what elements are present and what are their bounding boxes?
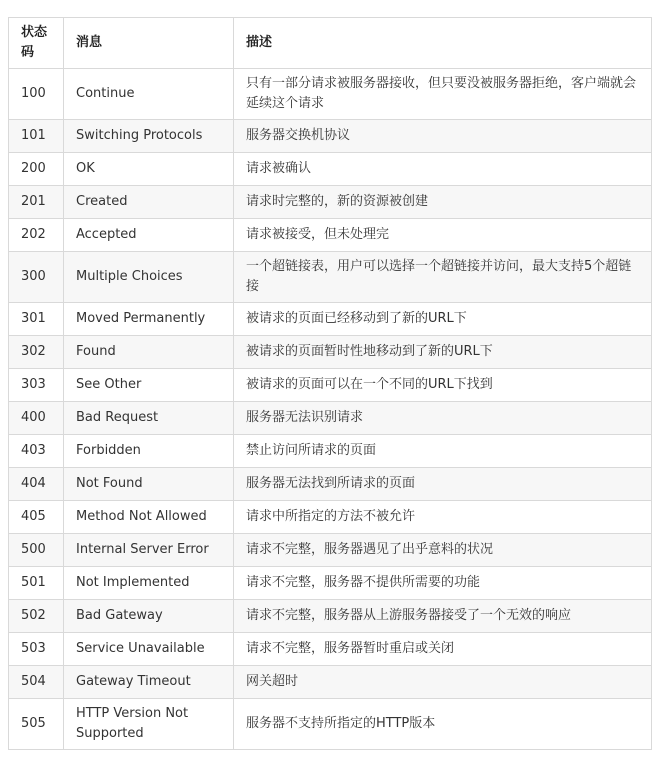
cell-description: 一个超链接表，用户可以选择一个超链接并访问，最大支持5个超链接 bbox=[234, 252, 652, 303]
table-row bbox=[9, 69, 652, 120]
cell-code: 404 bbox=[9, 468, 64, 501]
cell-message: See Other bbox=[64, 369, 234, 402]
table-row bbox=[9, 699, 652, 750]
header-status-code: 状态码 bbox=[9, 18, 64, 69]
table-row bbox=[9, 219, 652, 252]
cell-description: 服务器无法找到所请求的页面 bbox=[234, 468, 652, 501]
table-header-row bbox=[9, 18, 652, 69]
table-row bbox=[9, 666, 652, 699]
cell-message: Multiple Choices bbox=[64, 252, 234, 303]
cell-message: Bad Request bbox=[64, 402, 234, 435]
cell-code: 504 bbox=[9, 666, 64, 699]
cell-description: 请求时完整的，新的资源被创建 bbox=[234, 186, 652, 219]
cell-description: 服务器不支持所指定的HTTP版本 bbox=[234, 699, 652, 750]
cell-description: 服务器交换机协议 bbox=[234, 120, 652, 153]
table-row bbox=[9, 120, 652, 153]
cell-description: 网关超时 bbox=[234, 666, 652, 699]
cell-description: 被请求的页面暂时性地移动到了新的URL下 bbox=[234, 336, 652, 369]
cell-code: 303 bbox=[9, 369, 64, 402]
cell-message: Continue bbox=[64, 69, 234, 120]
cell-code: 500 bbox=[9, 534, 64, 567]
cell-code: 405 bbox=[9, 501, 64, 534]
cell-message: Bad Gateway bbox=[64, 600, 234, 633]
cell-description: 服务器无法识别请求 bbox=[234, 402, 652, 435]
table-row bbox=[9, 633, 652, 666]
table-row bbox=[9, 369, 652, 402]
cell-code: 503 bbox=[9, 633, 64, 666]
cell-code: 501 bbox=[9, 567, 64, 600]
cell-message: HTTP Version Not Supported bbox=[64, 699, 234, 750]
cell-message: Not Found bbox=[64, 468, 234, 501]
table-row bbox=[9, 153, 652, 186]
table-row bbox=[9, 534, 652, 567]
cell-code: 202 bbox=[9, 219, 64, 252]
cell-message: Internal Server Error bbox=[64, 534, 234, 567]
cell-code: 200 bbox=[9, 153, 64, 186]
table-row bbox=[9, 567, 652, 600]
cell-description: 请求被确认 bbox=[234, 153, 652, 186]
cell-description: 请求中所指定的方法不被允许 bbox=[234, 501, 652, 534]
cell-message: Service Unavailable bbox=[64, 633, 234, 666]
cell-message: Gateway Timeout bbox=[64, 666, 234, 699]
table-row bbox=[9, 303, 652, 336]
table-row bbox=[9, 468, 652, 501]
cell-description: 请求不完整，服务器不提供所需要的功能 bbox=[234, 567, 652, 600]
cell-message: Not Implemented bbox=[64, 567, 234, 600]
status-code-table bbox=[8, 17, 652, 750]
table-row bbox=[9, 402, 652, 435]
cell-code: 400 bbox=[9, 402, 64, 435]
status-code-table-container bbox=[8, 17, 651, 750]
cell-code: 403 bbox=[9, 435, 64, 468]
table-row bbox=[9, 186, 652, 219]
cell-description: 请求不完整，服务器暂时重启或关闭 bbox=[234, 633, 652, 666]
cell-description: 请求不完整，服务器遇见了出乎意料的状况 bbox=[234, 534, 652, 567]
cell-description: 请求不完整，服务器从上游服务器接受了一个无效的响应 bbox=[234, 600, 652, 633]
table-row bbox=[9, 336, 652, 369]
table-row bbox=[9, 435, 652, 468]
cell-message: OK bbox=[64, 153, 234, 186]
cell-description: 请求被接受，但未处理完 bbox=[234, 219, 652, 252]
cell-code: 100 bbox=[9, 69, 64, 120]
cell-description: 只有一部分请求被服务器接收，但只要没被服务器拒绝，客户端就会延续这个请求 bbox=[234, 69, 652, 120]
cell-message: Moved Permanently bbox=[64, 303, 234, 336]
cell-description: 被请求的页面可以在一个不同的URL下找到 bbox=[234, 369, 652, 402]
cell-code: 201 bbox=[9, 186, 64, 219]
cell-message: Forbidden bbox=[64, 435, 234, 468]
cell-message: Accepted bbox=[64, 219, 234, 252]
cell-code: 302 bbox=[9, 336, 64, 369]
header-message: 消息 bbox=[64, 18, 234, 69]
cell-code: 300 bbox=[9, 252, 64, 303]
table-row bbox=[9, 252, 652, 303]
cell-code: 502 bbox=[9, 600, 64, 633]
table-row bbox=[9, 600, 652, 633]
cell-message: Switching Protocols bbox=[64, 120, 234, 153]
cell-message: Method Not Allowed bbox=[64, 501, 234, 534]
cell-code: 301 bbox=[9, 303, 64, 336]
cell-code: 101 bbox=[9, 120, 64, 153]
cell-code: 505 bbox=[9, 699, 64, 750]
cell-description: 被请求的页面已经移动到了新的URL下 bbox=[234, 303, 652, 336]
cell-description: 禁止访问所请求的页面 bbox=[234, 435, 652, 468]
table-row bbox=[9, 501, 652, 534]
cell-message: Found bbox=[64, 336, 234, 369]
header-description: 描述 bbox=[234, 18, 652, 69]
cell-message: Created bbox=[64, 186, 234, 219]
